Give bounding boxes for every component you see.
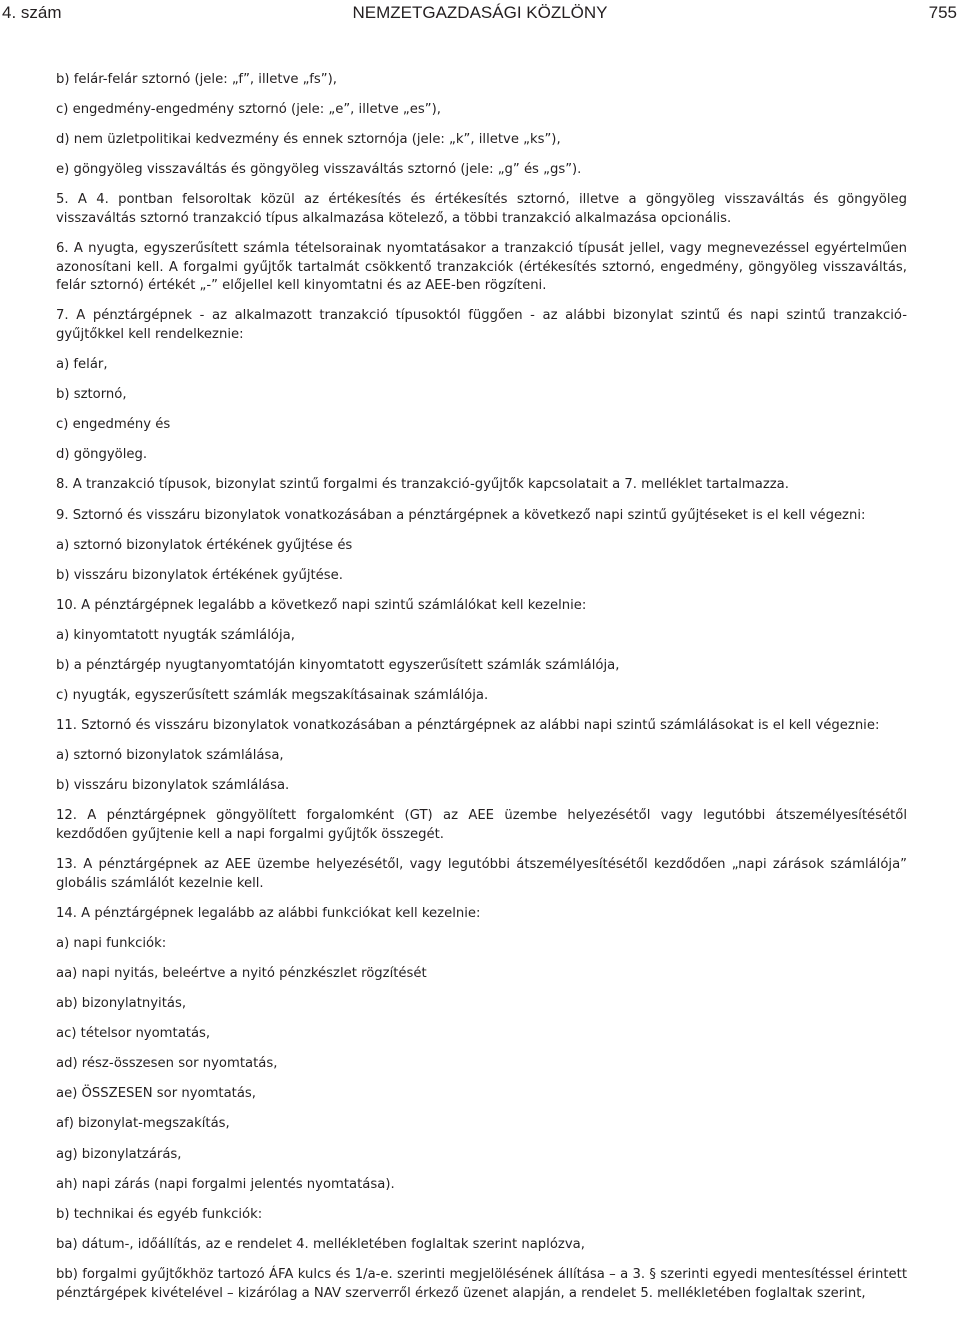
paragraph: c) engedmény-engedmény sztornó (jele: „e”, illetve „es”), xyxy=(56,102,441,118)
paragraph: 11. Sztornó és visszáru bizonylatok vonatkozásában a pénztárgépnek az alábbi napi szintű számlálásokat is el kell végeznie: xyxy=(56,718,880,734)
paragraph: ah) napi zárás (napi forgalmi jelentés nyomtatása). xyxy=(56,1176,395,1192)
issue-number: 4. szám xyxy=(2,3,62,22)
paragraph: 9. Sztornó és visszáru bizonylatok vonatkozásában a pénztárgépnek a következő napi szintű gyűjtéseket is el kell végezni: xyxy=(56,507,866,523)
page-header xyxy=(0,0,960,26)
paragraph: ag) bizonylatzárás, xyxy=(56,1146,182,1162)
paragraph: b) a pénztárgép nyugtanyomtatóján kinyomtatott egyszerűsített számlák számlálója, xyxy=(56,657,620,673)
paragraph: 14. A pénztárgépnek legalább az alábbi funkciókat kell kezelnie: xyxy=(56,905,481,921)
paragraph: b) visszáru bizonylatok értékének gyűjtése. xyxy=(56,567,343,583)
journal-title: NEMZETGAZDASÁGI KÖZLÖNY xyxy=(352,3,608,22)
paragraph: bb) forgalmi gyűjtőkhöz tartozó ÁFA kulcs és 1/a-e. szerinti megjelölésének állítása – a 3. § szerinti egyedi mentesítéssel érintett pénztárgépek kivételével – kizárólag a NAV szerverről érkező üzenet alapján, a rendelet 5. mellékletében foglaltak szerint, xyxy=(56,1266,907,1301)
paragraph: b) felár-felár sztornó (jele: „f”, illetve „fs”), xyxy=(56,72,337,87)
paragraph: a) sztornó bizonylatok számlálása, xyxy=(56,748,284,764)
document-body xyxy=(56,71,907,1303)
paragraph: ad) rész-összesen sor nyomtatás, xyxy=(56,1056,278,1072)
paragraph: 13. A pénztárgépnek az AEE üzembe helyezésétől, vagy legutóbbi átszemélyesítésétől kezdődően „napi zárások számlálója” globális számlálót kezelnie kell. xyxy=(56,857,907,891)
paragraph: a) napi funkciók: xyxy=(56,935,167,951)
paragraph: e) göngyöleg visszaváltás és göngyöleg visszaváltás sztornó (jele: „g” és „gs”). xyxy=(56,162,582,178)
paragraph: aa) napi nyitás, beleértve a nyitó pénzkészlet rögzítését xyxy=(56,966,427,981)
paragraph: 8. A tranzakció típusok, bizonylat szintű forgalmi és tranzakció-gyűjtők kapcsolatait a 7. melléklet tartalmazza. xyxy=(56,477,789,493)
paragraph: 10. A pénztárgépnek legalább a következő napi szintű számlálókat kell kezelnie: xyxy=(56,597,587,613)
paragraph: 6. A nyugta, egyszerűsített számla tételsorainak nyomtatásakor a tranzakció típusát jellel, vagy megnevezéssel egyértelműen azonosítani kell. A forgalmi gyűjtők tartalmát csökkentő tranzakciók (értékesítés sztornó, engedmény, göngyöleg visszaváltás, felár sztornó) értékét „-” előjellel kell kinyomtatni és az AEE-ben rögzíteni. xyxy=(56,241,907,294)
paragraph: a) sztornó bizonylatok értékének gyűjtése és xyxy=(56,537,353,553)
paragraph: c) nyugták, egyszerűsített számlák megszakításainak számlálója. xyxy=(56,688,489,704)
paragraph: 5. A 4. pontban felsoroltak közül az értékesítés és értékesítés sztornó, illetve a göngyöleg visszaváltás és göngyöleg visszaváltás sztornó tranzakció típus alkalmazása kötelező, a többi tranzakció alkalmazása opcionális. xyxy=(56,192,907,226)
paragraph: a) felár, xyxy=(56,357,108,373)
paragraph: ab) bizonylatnyitás, xyxy=(56,996,187,1012)
paragraph: b) technikai és egyéb funkciók: xyxy=(56,1206,263,1222)
page-number: 755 xyxy=(928,3,957,22)
paragraph: c) engedmény és xyxy=(56,417,171,433)
paragraph: a) kinyomtatott nyugták számlálója, xyxy=(56,627,295,643)
paragraph: ac) tételsor nyomtatás, xyxy=(56,1026,211,1042)
paragraph: ba) dátum-, időállítás, az e rendelet 4. mellékletében foglaltak szerint naplózva, xyxy=(56,1236,585,1252)
paragraph: ae) ÖSSZESEN sor nyomtatás, xyxy=(56,1086,256,1102)
paragraph: d) nem üzletpolitikai kedvezmény és ennek sztornója (jele: „k”, illetve „ks”), xyxy=(56,132,561,148)
paragraph: d) göngyöleg. xyxy=(56,447,148,463)
paragraph: 7. A pénztárgépnek - az alkalmazott tranzakció típusoktól függően - az alábbi bizonylat szintű és napi szintű tranzakció-gyűjtőkkel kell rendelkeznie: xyxy=(56,308,907,342)
paragraph: af) bizonylat-megszakítás, xyxy=(56,1116,230,1132)
paragraph: b) sztornó, xyxy=(56,387,127,403)
paragraph: 12. A pénztárgépnek göngyölített forgalomként (GT) az AEE üzembe helyezésétől vagy legutóbbi átszemélyesítésétől kezdődően gyűjtenie kell a napi forgalmi gyűjtők összegét. xyxy=(56,808,907,843)
paragraph: b) visszáru bizonylatok számlálása. xyxy=(56,778,290,794)
